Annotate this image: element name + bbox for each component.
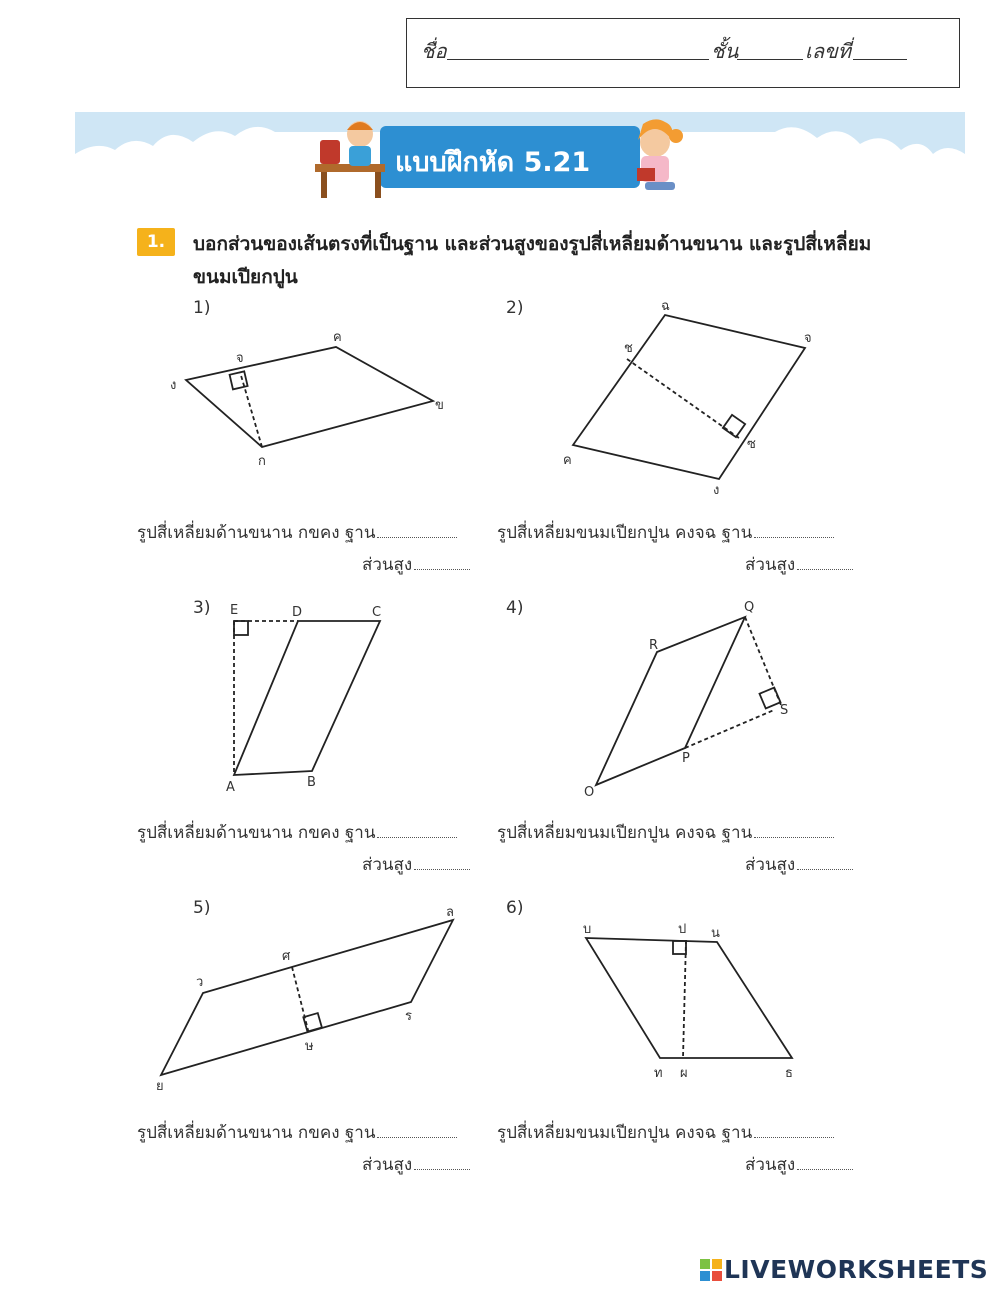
vertex-label: ค	[563, 453, 572, 468]
height-answer-field[interactable]	[797, 569, 853, 570]
base-label: ฐาน	[721, 523, 753, 543]
caption-text: รูปสี่เหลี่ยมขนมเปียกปูน คงจฉ	[497, 523, 717, 543]
base-label: ฐาน	[721, 823, 753, 843]
liveworksheets-logo	[700, 1255, 988, 1284]
vertex-label: ช	[624, 341, 633, 356]
base-answer-field[interactable]	[754, 1137, 834, 1138]
vertex-label: C	[372, 605, 382, 620]
vertex-label: จ	[236, 351, 244, 366]
vertex-label: บ	[583, 922, 592, 937]
problem-3-caption	[137, 819, 457, 846]
vertex-label: E	[230, 603, 239, 618]
vertex-label: ย	[156, 1079, 164, 1094]
vertex-label: ผ	[680, 1066, 688, 1081]
figure-6-rhombus	[586, 938, 792, 1058]
vertex-label: B	[307, 775, 316, 790]
figure-1-parallelogram	[186, 347, 433, 447]
vertex-label: S	[780, 703, 789, 718]
height-label: ส่วนสูง	[362, 1155, 413, 1175]
problem-4-caption	[497, 819, 834, 846]
question-text: บอกส่วนของเส้นตรงที่เป็นฐาน และส่วนสูงของรูปสี่เหลี่ยมด้านขนาน และรูปสี่เหลี่ยมขนมเปียกปูน	[193, 233, 872, 288]
base-label: ฐาน	[344, 1123, 376, 1143]
vertex-label: D	[292, 605, 303, 620]
name-label: ชื่อ	[421, 39, 447, 63]
figure-2-rhombus	[573, 315, 805, 479]
vertex-label: ศ	[282, 949, 291, 964]
height-label: ส่วนสูง	[745, 555, 796, 575]
height-answer-field[interactable]	[414, 869, 470, 870]
base-label: ฐาน	[344, 523, 376, 543]
vertex-label: Q	[744, 600, 755, 615]
problem-3-height	[362, 851, 470, 878]
problem-1-number: 1)	[193, 298, 211, 318]
vertex-label: จ	[804, 331, 812, 346]
height-answer-field[interactable]	[797, 1169, 853, 1170]
problem-2-number: 2)	[506, 298, 524, 318]
vertex-label: น	[711, 926, 720, 941]
problem-1-height	[362, 551, 470, 578]
vertex-label: ท	[654, 1066, 663, 1081]
problem-6-number: 6)	[506, 898, 524, 918]
class-label: ชั้น	[711, 39, 739, 63]
problem-2-height	[745, 551, 853, 578]
page-title: แบบฝึกหัด 5.21	[395, 147, 591, 178]
problem-5-height	[362, 1151, 470, 1178]
height-label: ส่วนสูง	[745, 855, 796, 875]
vertex-label: ล	[446, 905, 454, 920]
problem-4-number: 4)	[506, 598, 524, 618]
base-answer-field[interactable]	[754, 537, 834, 538]
problem-6-height	[745, 1151, 853, 1178]
caption-text: รูปสี่เหลี่ยมด้านขนาน กขคง	[137, 1123, 340, 1143]
base-answer-field[interactable]	[377, 837, 457, 838]
figure-3-parallelogram	[234, 621, 380, 775]
problem-5-number: 5)	[193, 898, 211, 918]
vertex-label: R	[649, 638, 659, 653]
vertex-label: ข	[435, 398, 444, 413]
height-answer-field[interactable]	[414, 1169, 470, 1170]
vertex-label: ร	[405, 1009, 412, 1024]
problem-5-caption	[137, 1119, 457, 1146]
height-label: ส่วนสูง	[362, 555, 413, 575]
height-answer-field[interactable]	[797, 869, 853, 870]
height-answer-field[interactable]	[414, 569, 470, 570]
vertex-label: O	[584, 785, 595, 800]
base-label: ฐาน	[344, 823, 376, 843]
base-answer-field[interactable]	[377, 1137, 457, 1138]
height-label: ส่วนสูง	[362, 855, 413, 875]
caption-text: รูปสี่เหลี่ยมขนมเปียกปูน คงจฉ	[497, 1123, 717, 1143]
caption-text: รูปสี่เหลี่ยมขนมเปียกปูน คงจฉ	[497, 823, 717, 843]
number-label: เลขที่	[805, 39, 851, 63]
question-number-badge: 1.	[137, 228, 175, 256]
logo-text: LIVEWORKSHEETS	[724, 1255, 989, 1284]
problem-3-number: 3)	[193, 598, 211, 618]
vertex-label: ษ	[305, 1039, 314, 1054]
vertex-label: A	[226, 780, 235, 795]
vertex-label: ว	[196, 975, 204, 990]
logo-blocks-icon	[700, 1259, 722, 1281]
problem-2-caption	[497, 519, 834, 546]
base-answer-field[interactable]	[754, 837, 834, 838]
vertex-label: ง	[713, 483, 720, 498]
vertex-label: ฉ	[661, 299, 670, 314]
vertex-label: ซ	[747, 437, 756, 452]
vertex-label: ป	[678, 922, 687, 937]
caption-text: รูปสี่เหลี่ยมด้านขนาน กขคง	[137, 523, 340, 543]
caption-text: รูปสี่เหลี่ยมด้านขนาน กขคง	[137, 823, 340, 843]
vertex-label: ค	[333, 330, 342, 345]
vertex-label: ก	[258, 454, 266, 469]
vertex-label: P	[682, 751, 690, 766]
problem-4-height	[745, 851, 853, 878]
height-label: ส่วนสูง	[745, 1155, 796, 1175]
base-answer-field[interactable]	[377, 537, 457, 538]
problem-1-caption	[137, 519, 457, 546]
problem-6-caption	[497, 1119, 834, 1146]
vertex-label: ธ	[785, 1066, 793, 1081]
vertex-label: ง	[170, 378, 177, 393]
base-label: ฐาน	[721, 1123, 753, 1143]
